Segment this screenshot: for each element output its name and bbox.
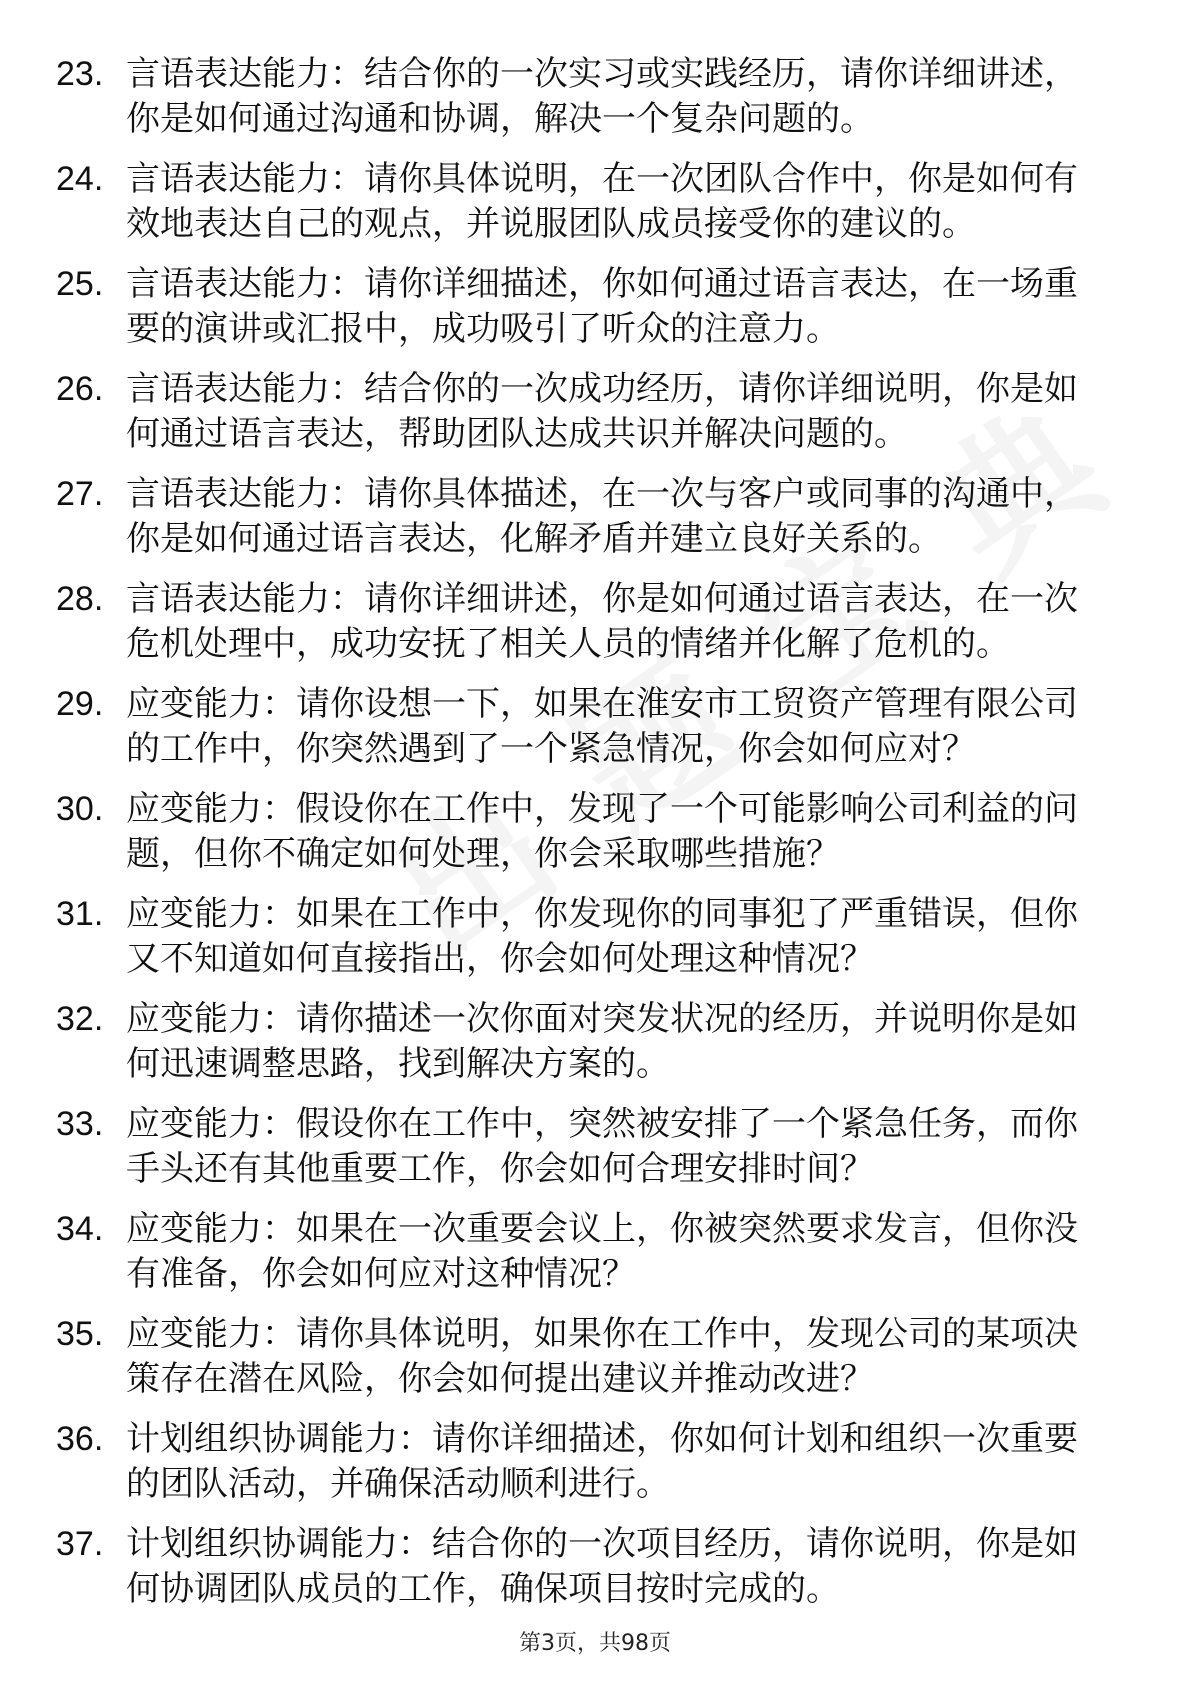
question-number: 25. — [56, 265, 104, 303]
question-number: 26. — [56, 370, 104, 408]
list-item — [0, 892, 1106, 997]
question-list — [0, 52, 1190, 1627]
question-text: 言语表达能力：结合你的一次实习或实践经历，请你详细讲述，你是如何通过沟通和协调，解决一个复杂问题的。 — [126, 54, 1078, 139]
question-number: 31. — [56, 895, 104, 933]
question-text: 言语表达能力：请你详细描述，你如何通过语言表达，在一场重要的演讲或汇报中，成功吸引了听众的注意力。 — [126, 264, 1078, 349]
question-text: 言语表达能力：结合你的一次成功经历，请你详细说明，你是如何通过语言表达，帮助团队达成共识并解决问题的。 — [126, 369, 1078, 454]
question-number: 28. — [56, 580, 104, 618]
question-text: 计划组织协调能力：结合你的一次项目经历，请你说明，你是如何协调团队成员的工作，确保项目按时完成的。 — [126, 1524, 1078, 1609]
page-footer — [0, 1626, 1190, 1657]
list-item — [0, 1312, 1106, 1417]
question-number: 24. — [56, 160, 104, 198]
question-number: 23. — [56, 55, 104, 93]
page-number-label: 第3页，共98页 — [519, 1631, 671, 1656]
question-text: 应变能力：请你设想一下，如果在淮安市工贸资产管理有限公司的工作中，你突然遇到了一个紧急情况，你会如何应对？ — [126, 684, 1078, 769]
question-text: 应变能力：如果在工作中，你发现你的同事犯了严重错误，但你又不知道如何直接指出，你会如何处理这种情况？ — [126, 894, 1078, 979]
question-number: 29. — [56, 685, 104, 723]
list-item — [0, 472, 1106, 577]
question-number: 32. — [56, 1000, 104, 1038]
question-text: 应变能力：假设你在工作中，发现了一个可能影响公司利益的问题，但你不确定如何处理，你会采取哪些措施？ — [126, 789, 1078, 874]
list-item — [0, 367, 1106, 472]
question-text: 应变能力：请你具体说明，如果你在工作中，发现公司的某项决策存在潜在风险，你会如何提出建议并推动改进？ — [126, 1314, 1078, 1399]
question-number: 37. — [56, 1525, 104, 1563]
list-item — [0, 1102, 1106, 1207]
question-text: 应变能力：如果在一次重要会议上，你被突然要求发言，但你没有准备，你会如何应对这种情况？ — [126, 1209, 1078, 1294]
question-text: 应变能力：请你描述一次你面对突发状况的经历，并说明你是如何迅速调整思路，找到解决方案的。 — [126, 999, 1078, 1084]
question-number: 34. — [56, 1210, 104, 1248]
list-item — [0, 577, 1106, 682]
list-item — [0, 1522, 1106, 1627]
question-text: 言语表达能力：请你具体描述，在一次与客户或同事的沟通中，你是如何通过语言表达，化解矛盾并建立良好关系的。 — [126, 474, 1078, 559]
list-item — [0, 997, 1106, 1102]
question-text: 应变能力：假设你在工作中，突然被安排了一个紧急任务，而你手头还有其他重要工作，你会如何合理安排时间？ — [126, 1104, 1078, 1189]
list-item — [0, 52, 1106, 157]
question-number: 27. — [56, 475, 104, 513]
question-number: 35. — [56, 1315, 104, 1353]
list-item — [0, 1207, 1106, 1312]
question-text: 计划组织协调能力：请你详细描述，你如何计划和组织一次重要的团队活动，并确保活动顺利进行。 — [126, 1419, 1078, 1504]
list-item — [0, 682, 1106, 787]
question-number: 33. — [56, 1105, 104, 1143]
list-item — [0, 1417, 1106, 1522]
question-text: 言语表达能力：请你详细讲述，你是如何通过语言表达，在一次危机处理中，成功安抚了相关人员的情绪并化解了危机的。 — [126, 579, 1078, 664]
list-item — [0, 157, 1106, 262]
question-text: 言语表达能力：请你具体说明，在一次团队合作中，你是如何有效地表达自己的观点，并说服团队成员接受你的建议的。 — [126, 159, 1078, 244]
question-number: 30. — [56, 790, 104, 828]
list-item — [0, 262, 1106, 367]
list-item — [0, 787, 1106, 892]
question-number: 36. — [56, 1420, 104, 1458]
